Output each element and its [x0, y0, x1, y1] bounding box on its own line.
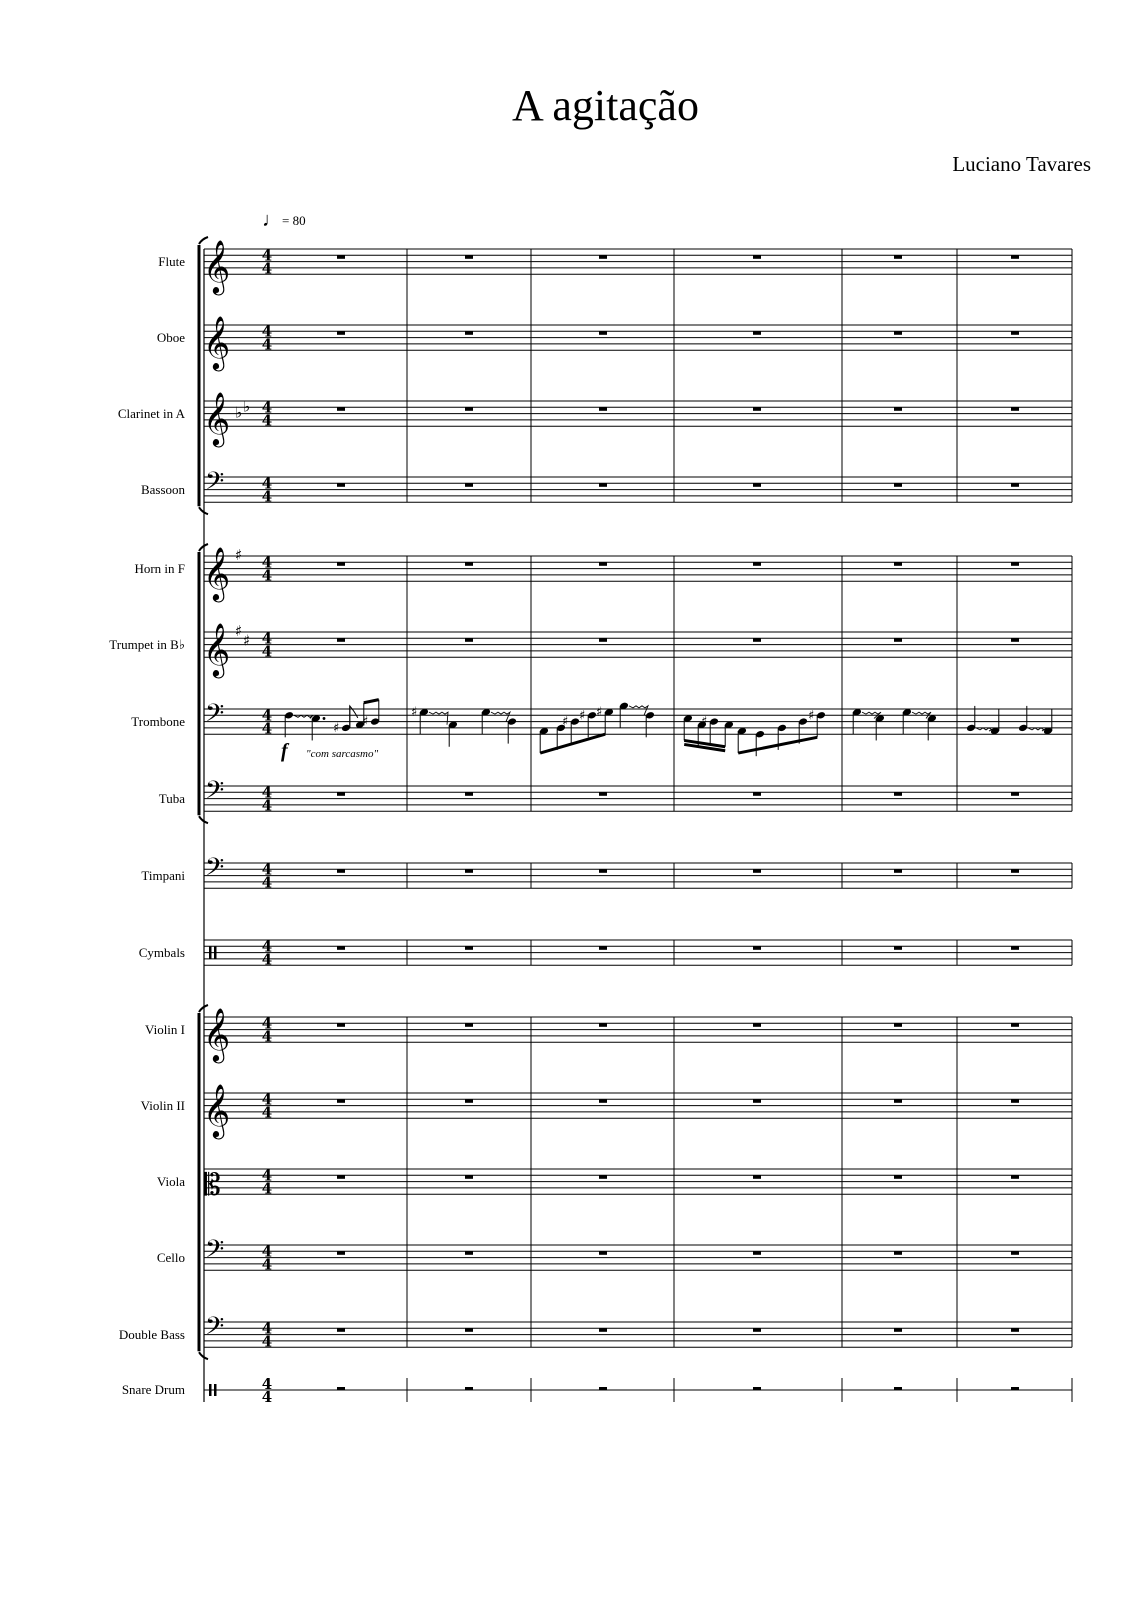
- staff-timpani: [204, 853, 1072, 892]
- whole-rest: [599, 1328, 607, 1332]
- whole-rest: [465, 869, 473, 873]
- sharp-icon: ♯: [235, 546, 243, 564]
- whole-rest: [599, 255, 607, 258]
- whole-rest: [599, 946, 607, 950]
- whole-rest: [465, 562, 473, 566]
- time-signature-bottom: 4: [261, 642, 273, 661]
- instrument-label-trumpet: Trumpet in B♭: [109, 636, 185, 652]
- whole-rest: [465, 1099, 473, 1103]
- whole-rest: [1011, 407, 1019, 411]
- whole-rest: [465, 1387, 473, 1391]
- whole-rest: [599, 869, 607, 873]
- whole-rest: [753, 1387, 761, 1391]
- glissando-line: [429, 712, 448, 725]
- whole-rest: [599, 1175, 607, 1179]
- sharp-icon: ♯: [562, 714, 569, 730]
- staff-bassoon: [204, 467, 1072, 506]
- time-signature-top: 4: [261, 1090, 273, 1109]
- whole-rest: [753, 562, 761, 566]
- treble-clef-icon: 𝄞: [203, 1007, 231, 1062]
- instrument-label-trombone: Trombone: [131, 713, 185, 729]
- whole-rest: [337, 946, 345, 950]
- time-signature-bottom: 4: [261, 1388, 273, 1406]
- whole-rest: [1011, 255, 1019, 258]
- staff-snare: [204, 1375, 1072, 1406]
- staff-violin2: [203, 1083, 1072, 1139]
- whole-rest: [337, 792, 345, 796]
- whole-rest: [1011, 1328, 1019, 1332]
- staff-tuba: [204, 776, 1072, 815]
- whole-rest: [337, 331, 345, 335]
- time-signature-bottom: 4: [261, 566, 273, 585]
- whole-rest: [894, 331, 902, 335]
- staff-trumpet: [203, 622, 1072, 678]
- sharp-icon: ♯: [596, 705, 603, 721]
- staff-oboe: [203, 315, 1072, 371]
- whole-rest: [337, 1251, 345, 1255]
- time-signature-top: 4: [261, 1319, 273, 1338]
- time-signature-bottom: 4: [261, 873, 273, 892]
- bass-clef-icon: 𝄢: [205, 698, 225, 734]
- time-signature-bottom: 4: [261, 1027, 273, 1046]
- whole-rest: [599, 483, 607, 487]
- whole-rest: [599, 331, 607, 335]
- whole-rest: [753, 331, 761, 335]
- time-signature-top: 4: [261, 706, 273, 725]
- time-signature-top: 4: [261, 553, 273, 572]
- whole-rest: [465, 1175, 473, 1179]
- whole-rest: [753, 638, 761, 642]
- staff-flute: [203, 239, 1072, 295]
- whole-rest: [894, 1099, 902, 1103]
- bass-clef-icon: 𝄢: [205, 852, 225, 888]
- instrument-label-clarinet: Clarinet in A: [117, 405, 185, 421]
- time-signature-bottom: 4: [261, 1179, 273, 1198]
- treble-clef-icon: 𝄞: [203, 315, 231, 370]
- whole-rest: [753, 1023, 761, 1027]
- whole-rest: [337, 407, 345, 411]
- whole-rest: [753, 1175, 761, 1179]
- instrument-label-viola: Viola: [156, 1173, 185, 1189]
- whole-rest: [753, 946, 761, 950]
- staff-violin1: [203, 1007, 1072, 1063]
- beam: [364, 700, 379, 703]
- whole-rest: [599, 1387, 607, 1391]
- whole-rest: [1011, 1175, 1019, 1179]
- whole-rest: [599, 1251, 607, 1255]
- whole-rest: [337, 1328, 345, 1332]
- time-signature-top: 4: [261, 1014, 273, 1033]
- instrument-label-flute: Flute: [158, 253, 185, 269]
- whole-rest: [1011, 638, 1019, 642]
- time-signature-bottom: 4: [261, 1332, 273, 1351]
- whole-rest: [1011, 331, 1019, 335]
- treble-clef-icon: 𝄞: [203, 546, 231, 601]
- whole-rest: [1011, 1023, 1019, 1027]
- whole-rest: [599, 638, 607, 642]
- whole-rest: [465, 255, 473, 258]
- whole-rest: [599, 1099, 607, 1103]
- whole-rest: [337, 1023, 345, 1027]
- woodwind-barlines: [407, 274, 1072, 477]
- whole-rest: [753, 1328, 761, 1332]
- staff-viola: [204, 1167, 1072, 1204]
- whole-rest: [1011, 792, 1019, 796]
- percussion-clef-icon: [214, 1384, 217, 1396]
- time-signature-top: 4: [261, 322, 273, 341]
- whole-rest: [337, 1099, 345, 1103]
- whole-rest: [894, 483, 902, 487]
- bass-clef-icon: 𝄢: [205, 466, 225, 502]
- whole-rest: [894, 792, 902, 796]
- whole-rest: [337, 638, 345, 642]
- time-signature-top: 4: [261, 398, 273, 417]
- bass-clef-icon: 𝄢: [205, 1311, 225, 1347]
- whole-rest: [894, 255, 902, 258]
- whole-rest: [753, 1099, 761, 1103]
- bass-clef-icon: 𝄢: [205, 775, 225, 811]
- staff-cymbals: [204, 938, 1072, 969]
- flat-icon: ♭: [243, 397, 251, 416]
- whole-rest: [1011, 869, 1019, 873]
- time-signature-top: 4: [261, 937, 273, 956]
- whole-rest: [465, 792, 473, 796]
- whole-rest: [1011, 483, 1019, 487]
- whole-rest: [894, 946, 902, 950]
- alto-clef-icon: 𝄡: [204, 1168, 221, 1204]
- brass-barlines: [407, 581, 1072, 786]
- instrument-label-violin2: Violin II: [140, 1097, 185, 1113]
- whole-rest: [753, 407, 761, 411]
- time-signature-bottom: 4: [261, 487, 273, 506]
- whole-rest: [465, 1251, 473, 1255]
- sharp-icon: ♯: [411, 705, 418, 721]
- time-signature-bottom: 4: [261, 1103, 273, 1122]
- time-signature-top: 4: [261, 1375, 273, 1393]
- percussion-clef-icon: [209, 1384, 212, 1396]
- glissando-line: [629, 706, 648, 715]
- time-signature-top: 4: [261, 783, 273, 802]
- whole-rest: [894, 1387, 902, 1391]
- dynamic-marking: f: [281, 740, 288, 762]
- whole-rest: [599, 792, 607, 796]
- treble-clef-icon: 𝄞: [203, 239, 231, 294]
- whole-rest: [894, 1251, 902, 1255]
- staff-doublebass: [204, 1312, 1072, 1351]
- sharp-icon: ♯: [808, 708, 815, 724]
- whole-rest: [894, 407, 902, 411]
- whole-rest: [894, 1175, 902, 1179]
- percussion-clef-icon: [209, 947, 212, 959]
- whole-rest: [337, 869, 345, 873]
- whole-rest: [753, 792, 761, 796]
- whole-rest: [599, 562, 607, 566]
- whole-rest: [894, 869, 902, 873]
- instrument-label-horn: Horn in F: [134, 560, 185, 576]
- whole-rest: [753, 255, 761, 258]
- staff-cello: [204, 1235, 1072, 1274]
- whole-rest: [337, 255, 345, 258]
- beam: [540, 734, 605, 753]
- score-title: A agitação: [512, 81, 699, 130]
- instrument-label-oboe: Oboe: [156, 329, 185, 345]
- time-signature-top: 4: [261, 1242, 273, 1261]
- staff-clarinet: [203, 391, 1072, 447]
- time-signature-bottom: 4: [261, 950, 273, 969]
- whole-rest: [465, 946, 473, 950]
- whole-rest: [465, 407, 473, 411]
- treble-clef-icon: 𝄞: [203, 1083, 231, 1138]
- tempo-value: = 80: [282, 213, 306, 228]
- time-signature-top: 4: [261, 246, 273, 265]
- sharp-icon: ♯: [701, 714, 708, 730]
- sharp-icon: ♯: [235, 622, 243, 640]
- whole-rest: [1011, 946, 1019, 950]
- whole-rest: [894, 638, 902, 642]
- sharp-icon: ♯: [362, 714, 369, 730]
- sharp-icon: ♯: [333, 720, 340, 736]
- time-signature-top: 4: [261, 474, 273, 493]
- whole-rest: [465, 331, 473, 335]
- percussion-clef-icon: [214, 947, 217, 959]
- bass-clef-icon: 𝄢: [205, 1234, 225, 1270]
- time-signature-bottom: 4: [261, 259, 273, 278]
- flat-icon: ♭: [235, 403, 243, 422]
- whole-rest: [753, 1251, 761, 1255]
- instrument-label-cymbals: Cymbals: [138, 944, 185, 960]
- whole-rest: [1011, 1251, 1019, 1255]
- whole-rest: [894, 562, 902, 566]
- expression-text: "com sarcasmo": [306, 748, 379, 760]
- time-signature-bottom: 4: [261, 796, 273, 815]
- sharp-icon: ♯: [243, 631, 251, 650]
- composer-name: Luciano Tavares: [952, 152, 1091, 176]
- whole-rest: [337, 483, 345, 487]
- whole-rest: [599, 1023, 607, 1027]
- whole-rest: [337, 1387, 345, 1391]
- sharp-icon: ♯: [579, 708, 586, 724]
- time-signature-bottom: 4: [261, 411, 273, 430]
- instrument-label-tuba: Tuba: [158, 790, 185, 806]
- whole-rest: [894, 1023, 902, 1027]
- whole-rest: [599, 407, 607, 411]
- instrument-label-bassoon: Bassoon: [140, 481, 185, 497]
- whole-rest: [1011, 1387, 1019, 1391]
- instrument-label-snare: Snare Drum: [121, 1382, 185, 1397]
- treble-clef-icon: 𝄞: [203, 622, 231, 677]
- whole-rest: [465, 1023, 473, 1027]
- time-signature-bottom: 4: [261, 719, 273, 738]
- instrument-label-timpani: Timpani: [141, 867, 185, 883]
- time-signature-top: 4: [261, 1166, 273, 1185]
- whole-rest: [1011, 1099, 1019, 1103]
- instrument-label-violin1: Violin I: [144, 1021, 185, 1037]
- time-signature-bottom: 4: [261, 1255, 273, 1274]
- whole-rest: [465, 483, 473, 487]
- whole-rest: [465, 638, 473, 642]
- whole-rest: [465, 1328, 473, 1332]
- whole-rest: [753, 869, 761, 873]
- dot: [323, 717, 326, 720]
- instrument-label-cello: Cello: [156, 1249, 185, 1265]
- staff-horn: [203, 546, 1072, 602]
- glissando-line: [491, 712, 510, 721]
- instrument-label-doublebass: Double Bass: [118, 1326, 185, 1342]
- whole-rest: [894, 1328, 902, 1332]
- whole-rest: [753, 483, 761, 487]
- whole-rest: [337, 562, 345, 566]
- treble-clef-icon: 𝄞: [203, 391, 231, 446]
- whole-rest: [337, 1175, 345, 1179]
- whole-rest: [1011, 562, 1019, 566]
- time-signature-top: 4: [261, 860, 273, 879]
- time-signature-bottom: 4: [261, 335, 273, 354]
- time-signature-top: 4: [261, 629, 273, 648]
- quarter-note-icon: ♩: [262, 209, 282, 231]
